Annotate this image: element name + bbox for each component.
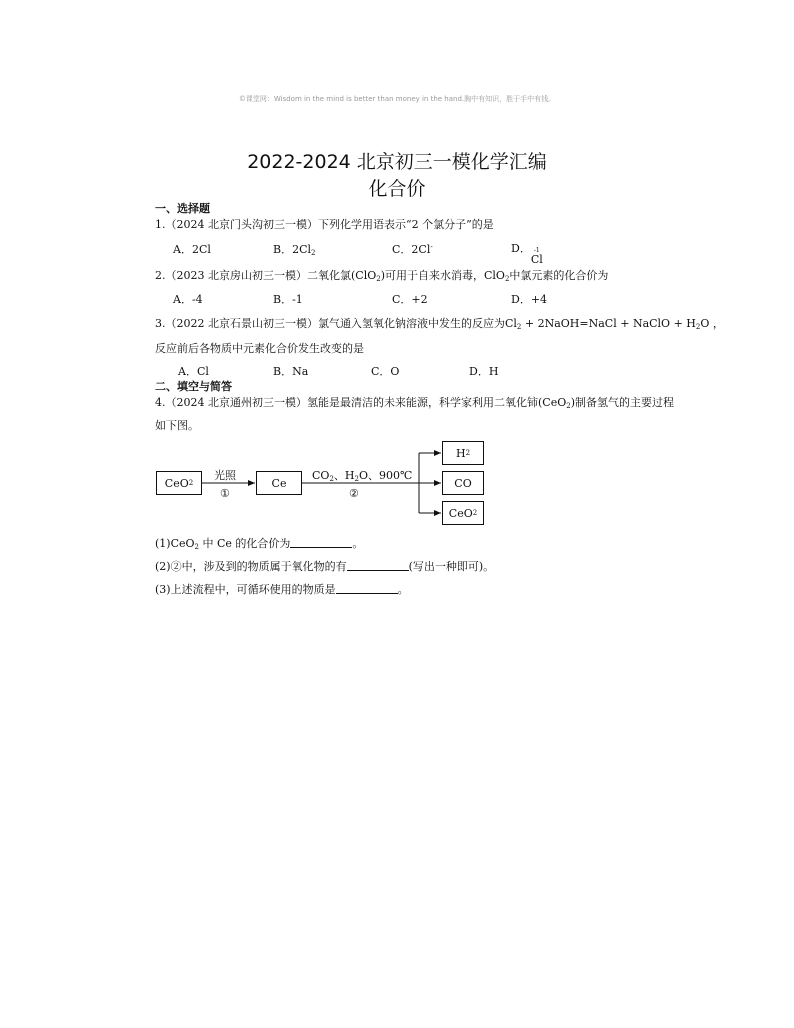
flow-step2-number: ②: [349, 487, 359, 500]
page-subtitle: 化合价: [368, 178, 426, 200]
question-4-text: 4.（2024 北京通州初三一模）氢能是最清洁的未来能源，科学家利用二氧化铈(CeO$_2$)制备氢气的主要过程: [155, 396, 674, 410]
flow-step2-condition: $CO_2$、$H_2O$、900℃: [312, 469, 413, 483]
q2-option-a: A．-4: [173, 293, 203, 306]
flow-box-co: CO: [442, 471, 484, 495]
q3-option-c: C．O: [371, 365, 400, 378]
flow-step1-condition: 光照: [214, 469, 236, 482]
flow-step1-number: ①: [220, 487, 230, 500]
q3-option-a: A．Cl: [178, 365, 209, 378]
q2-option-d: D．+4: [511, 293, 548, 306]
flow-box-ce: Ce: [256, 471, 302, 495]
q4-subquestion-3: (3)上述流程中，可循环使用的物质是 。: [155, 583, 409, 596]
answer-blank-3[interactable]: [336, 583, 398, 594]
q2-option-c: C．+2: [392, 293, 428, 306]
q2-option-b: B．-1: [273, 293, 303, 306]
q1-option-a: A．2Cl: [173, 243, 211, 256]
q3-option-b: B．Na: [273, 365, 309, 378]
page-title: 2022-2024 北京初三一模化学汇编: [247, 151, 547, 173]
question-2-text: 2.（2023 北京房山初三一模）二氧化氯(ClO$_2$)可用于自来水消毒，ClO$_2$中氯元素的化合价为: [155, 269, 609, 283]
watermark: ©课堂网：Wisdom in the mind is better than money in the hand.胸中有知识，胜于手中有钱。: [238, 95, 556, 103]
q1-option-d: D． -1 Cl: [511, 242, 543, 266]
flow-box-h2: H 2: [442, 441, 484, 465]
flow-box-ceo2-product: CeO 2: [442, 501, 484, 525]
flow-box-ceo2-start: CeO 2: [156, 471, 202, 495]
question-3-text: 3.（2022 北京石景山初三一模）氯气通入氢氧化钠溶液中发生的反应为$Cl_2$ + 2NaOH=NaCl + NaClO + $H_2O$ ，: [155, 317, 724, 331]
q4-subquestion-1: (1)CeO$_2$ 中 Ce 的化合价为 。: [155, 537, 364, 551]
q1-option-c: C．2Cl-: [392, 243, 433, 256]
reaction-equation: $Cl_2$ + 2NaOH=NaCl + NaClO + $H_2O$ ，: [504, 317, 724, 331]
q1-option-b: B．$2Cl_2$: [273, 243, 316, 257]
question-3-text-line2: 反应前后各物质中元素化合价发生改变的是: [155, 342, 364, 355]
section-heading-choice: 一、选择题: [155, 202, 210, 215]
answer-blank-1[interactable]: [290, 537, 352, 548]
q4-subquestion-2: (2)②中，涉及到的物质属于氧化物的有 (写出一种即可)。: [155, 560, 495, 573]
q3-option-d: D．H: [469, 365, 499, 378]
question-4-text-line2: 如下图。: [155, 419, 199, 432]
answer-blank-2[interactable]: [347, 560, 409, 571]
question-1-text: 1.（2024 北京门头沟初三一模）下列化学用语表示“2 个氯分子”的是: [155, 218, 494, 231]
section-heading-fill: 二、填空与简答: [155, 380, 232, 393]
